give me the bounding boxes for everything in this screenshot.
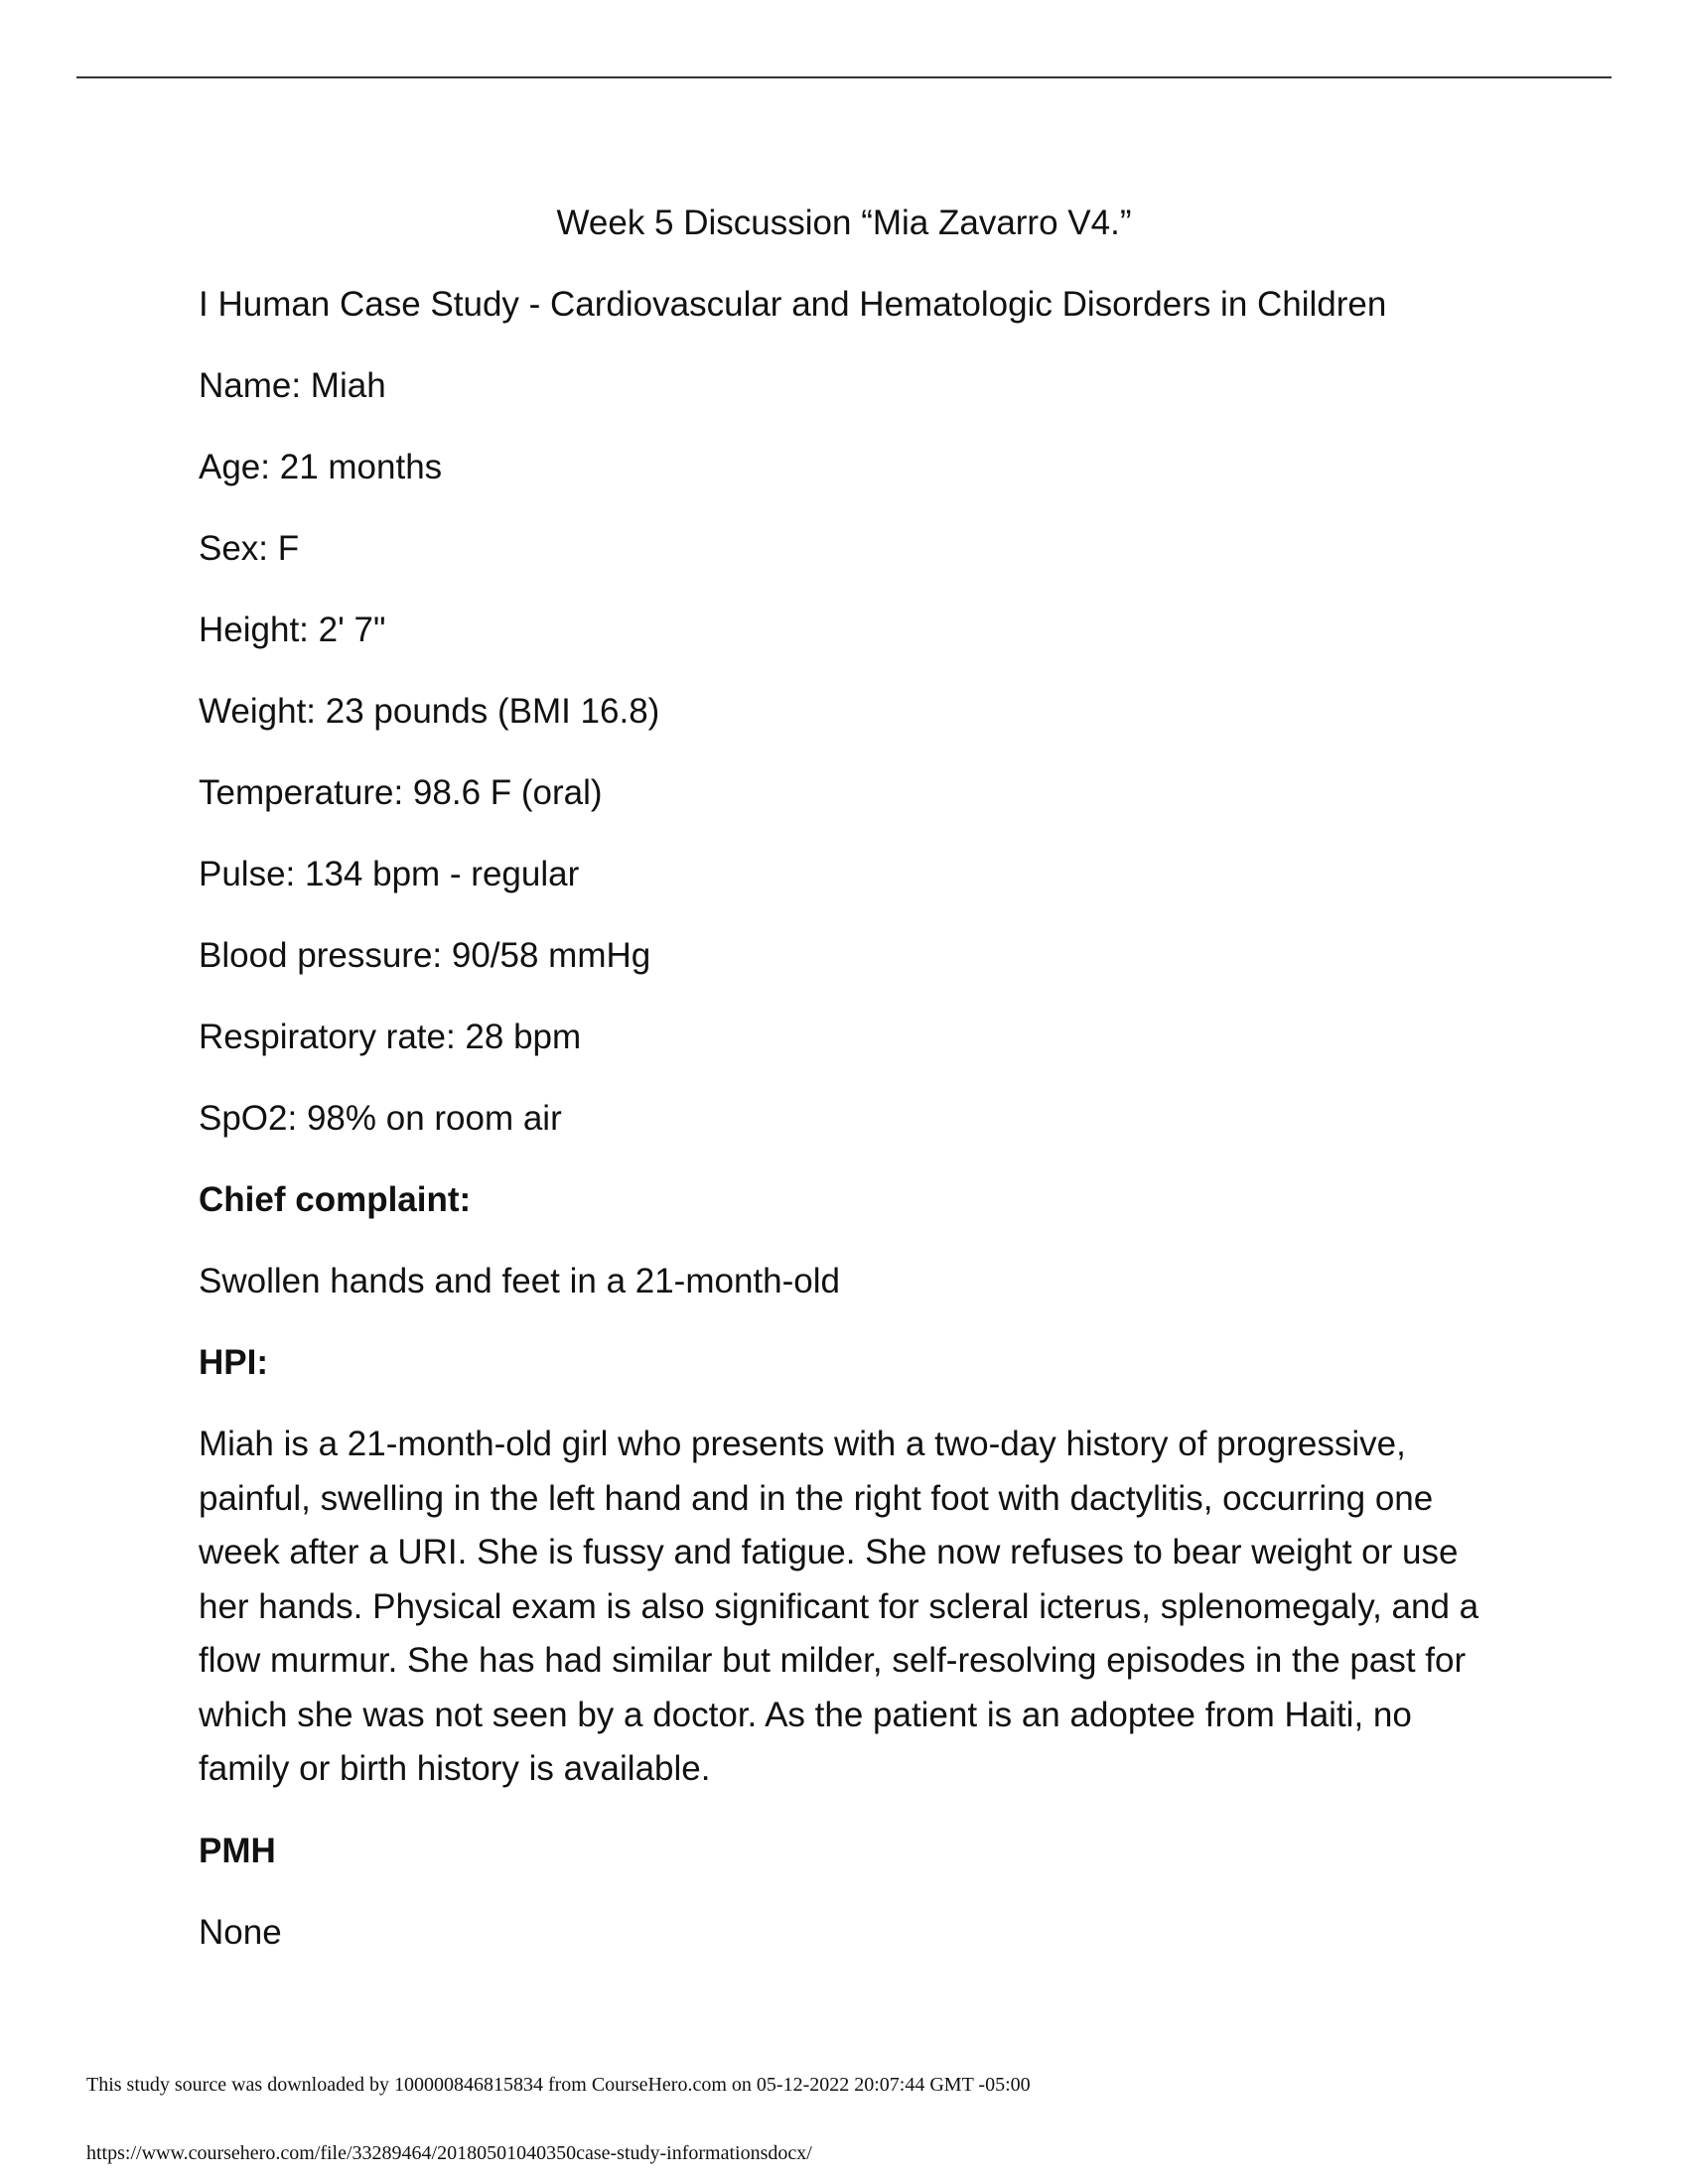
document-title: Week 5 Discussion “Mia Zavarro V4.” <box>556 204 1132 242</box>
vital-respiratory-rate: Respiratory rate: 28 bpm <box>199 1018 582 1056</box>
chief-complaint-text: Swollen hands and feet in a 21-month-old <box>199 1262 840 1300</box>
chief-complaint-heading: Chief complaint: <box>199 1180 472 1219</box>
download-notice: This study source was downloaded by 100000846815834 from CourseHero.com on 05-12-2022 20:07:44 GMT -05:00 <box>86 2074 1031 2096</box>
vital-height: Height: 2' 7" <box>199 611 386 649</box>
source-url-link[interactable]: https://www.coursehero.com/file/33289464/20180501040350case-study-informationsdocx/ <box>86 2142 812 2164</box>
vital-blood-pressure: Blood pressure: 90/58 mmHg <box>199 936 651 975</box>
vital-weight: Weight: 23 pounds (BMI 16.8) <box>199 692 660 731</box>
top-divider <box>76 76 1612 78</box>
vital-temperature: Temperature: 98.6 F (oral) <box>199 773 603 812</box>
vital-age: Age: 21 months <box>199 448 443 486</box>
vital-name: Name: Miah <box>199 366 386 405</box>
vital-pulse: Pulse: 134 bpm - regular <box>199 855 580 893</box>
hpi-heading: HPI: <box>199 1343 268 1382</box>
vital-sex: Sex: F <box>199 529 300 568</box>
pmh-text: None <box>199 1913 282 1952</box>
hpi-paragraph: Miah is a 21-month-old girl who presents with a two-day history of progressive, painful, swelling in the left hand and in the right foot with dactylitis, occurring one week after a URI. She is fussy and fatigue. She now refuses to bear weight or use her hands. Physical exam is also significant for scleral icterus, splenomegaly, and a flow murmur. She has had similar but milder, self-resolving episodes in the past for which she was not seen by a doctor. As the patient is an adoptee from Haiti, no family or birth history is available. <box>199 1425 1479 1788</box>
document-subtitle: I Human Case Study - Cardiovascular and Hematologic Disorders in Children <box>199 285 1387 324</box>
vital-spo2: SpO2: 98% on room air <box>199 1099 562 1138</box>
pmh-heading: PMH <box>199 1832 276 1870</box>
